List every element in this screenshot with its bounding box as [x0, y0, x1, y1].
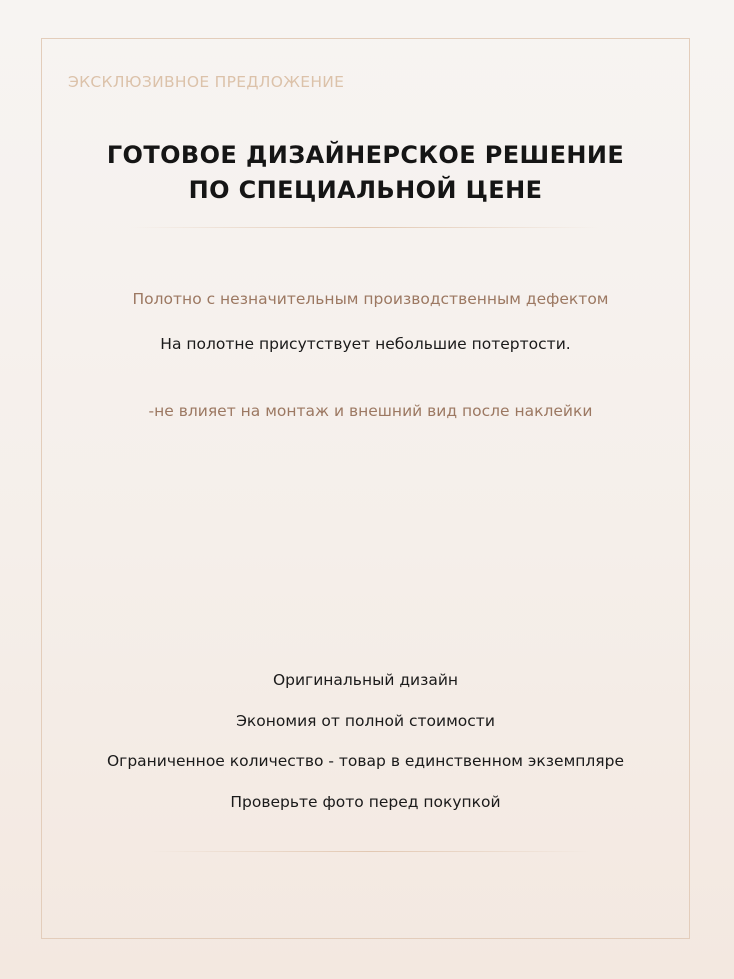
headline-line-2: ПО СПЕЦИАЛЬНОЙ ЦЕНЕ — [188, 176, 543, 204]
defect-notice: Полотно с незначительным производственным дефектом — [132, 290, 609, 308]
no-effect-notice: -не влияет на монтаж и внешний вид после наклейки — [148, 402, 593, 420]
feature-item: Ограниченное количество - товар в единственном экземпляре — [106, 752, 625, 770]
wear-notice: На полотне присутствует небольшие потертости. — [160, 335, 571, 353]
feature-item: Оригинальный дизайн — [272, 671, 459, 689]
divider-bottom — [150, 851, 590, 852]
divider-top — [130, 227, 600, 228]
eyebrow-label: ЭКСКЛЮЗИВНОЕ ПРЕДЛОЖЕНИЕ — [68, 73, 345, 91]
headline-line-1: ГОТОВОЕ ДИЗАЙНЕРСКОЕ РЕШЕНИЕ — [106, 141, 625, 169]
feature-item: Экономия от полной стоимости — [236, 712, 495, 730]
feature-item: Проверьте фото перед покупкой — [230, 793, 501, 811]
